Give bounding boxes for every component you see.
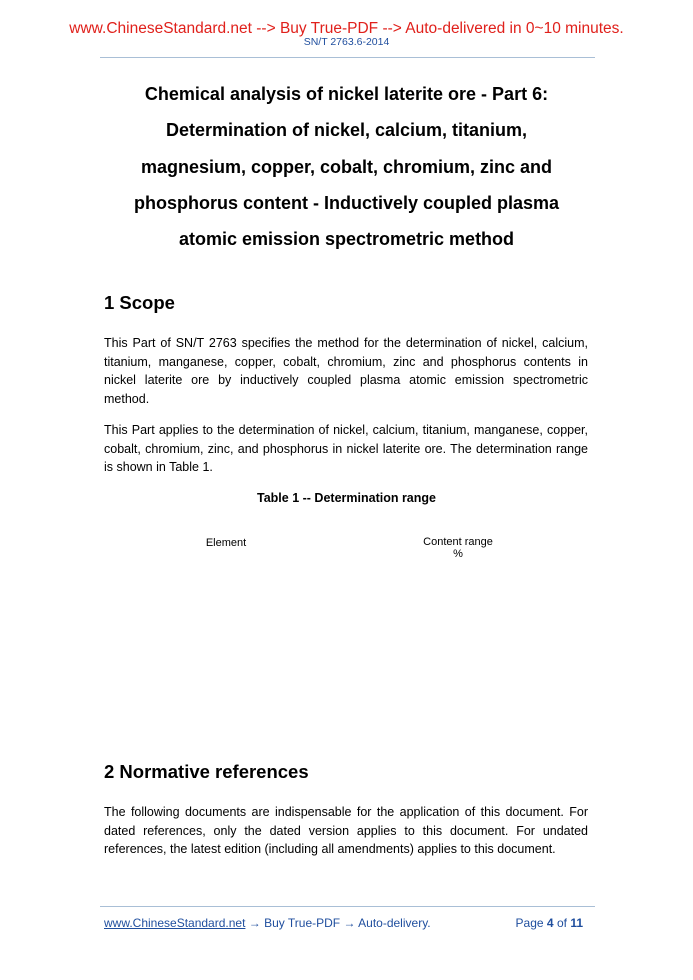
promo-banner[interactable]: www.ChineseStandard.net --> Buy True-PDF --> Auto-delivered in 0~10 minutes. [69, 20, 624, 37]
normative-references-paragraph: The following documents are indispensable for the application of this document. For dated references, only the dated version applies to this document. For undated references, the latest edition (including all amendments) applies to this document. [104, 805, 588, 856]
arrow-right-icon: → [343, 916, 356, 930]
of-word: of [556, 916, 567, 930]
scope-paragraph-1: This Part of SN/T 2763 specifies the method for the determination of nickel, calcium, titanium, manganese, copper, cobalt, chromium, zinc and phosphorus contents in nickel laterite ore by inductively coupled plasma atomic emission spectrometric method. [104, 336, 588, 406]
footer-site-link[interactable]: www.ChineseStandard.net [104, 916, 246, 930]
title-line: Chemical analysis of nickel laterite ore - Part 6: [144, 84, 549, 104]
section-heading-normative-references: 2 Normative references [104, 761, 309, 782]
table-header-element: Element [205, 537, 247, 549]
content-range-label: Content range [423, 536, 493, 548]
scope-paragraph-2: This Part applies to the determination of nickel, calcium, titanium, manganese, copper, cobalt, chromium, zinc, and phosphorus in nickel laterite ore. The determination range is shown in Table 1. [104, 423, 588, 474]
footer-links [104, 916, 431, 931]
title-line: Determination of nickel, calcium, titanium, [165, 120, 528, 141]
footer-divider [100, 906, 595, 907]
page-total: 11 [570, 916, 583, 930]
arrow-right-icon: → [248, 916, 261, 930]
title-line: atomic emission spectrometric method [178, 229, 515, 250]
page-word: Page [515, 916, 544, 930]
title-line: magnesium, copper, cobalt, chromium, zinc and [140, 156, 553, 177]
document-title [100, 76, 593, 257]
page-number: 4 [546, 916, 554, 930]
content-range-unit: % [453, 548, 463, 560]
section-heading-scope: 1 Scope [104, 292, 175, 313]
header-divider [100, 57, 595, 58]
footer-delivery-text[interactable]: Auto-delivery. [358, 916, 431, 930]
footer-buy-text[interactable]: Buy True-PDF [264, 916, 341, 930]
title-line: phosphorus content - Inductively coupled plasma [133, 192, 560, 213]
table-header-content-range [398, 536, 518, 560]
document-number: SN/T 2763.6-2014 [303, 36, 390, 48]
page-indicator [516, 916, 583, 931]
table-caption: Table 1 -- Determination range [257, 491, 436, 505]
